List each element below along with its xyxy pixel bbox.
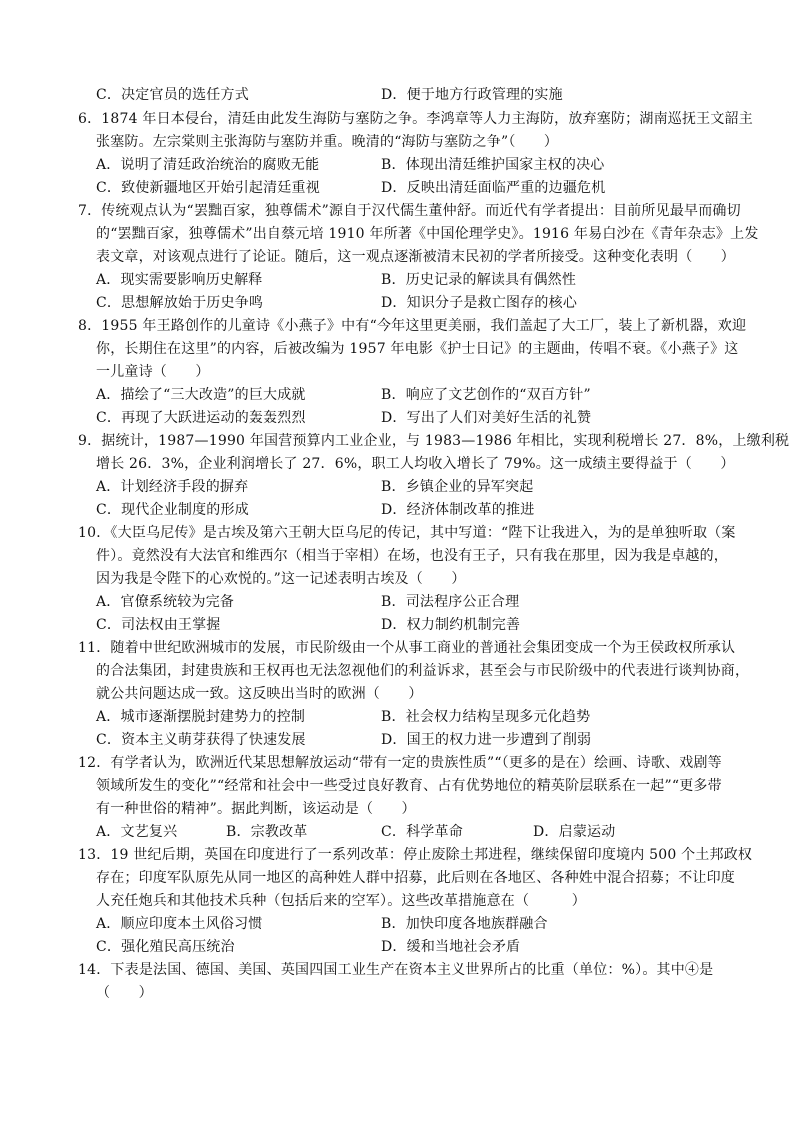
- text-line: B．体现出清廷维护国家主权的决心: [381, 157, 605, 173]
- text-line: A．计划经济手段的摒弃: [96, 479, 249, 495]
- text-line: 13．19 世纪后期，英国在印度进行了一系列改革：停止废除土邦进程，继续保留印度境内 500 个土邦政权: [78, 847, 753, 863]
- text-line: C．思想解放始于历史争鸣: [96, 295, 264, 311]
- text-line: C．致使新疆地区开始引起清廷重视: [96, 180, 320, 196]
- text-line: 你，长期住在这里”的内容，后被改编为 1957 年电影《护士日记》的主题曲，传唱不衰。《小燕子》这: [96, 341, 739, 357]
- text-line: 7．传统观点认为“罢黜百家，独尊儒术”源自于汉代儒生董仲舒。而近代有学者提出：目前所见最早而确切: [78, 203, 741, 219]
- text-line: 6．1874 年日本侵台，清廷由此发生海防与塞防之争。李鸿章等人力主海防，放弃塞防；湖南巡抚王文韶主: [78, 111, 753, 127]
- text-line: 存在；印度军队原先从同一地区的高种姓人群中招募，此后则在各地区、各种姓中混合招募；不让印度: [96, 870, 735, 886]
- text-line: 有一种世俗的精神”。据此判断，该运动是（ ）: [96, 801, 416, 817]
- text-line: 12．有学者认为，欧洲近代某思想解放运动“带有一定的贵族性质”“（更多的是在）绘画、诗歌、戏剧等: [78, 755, 722, 771]
- text-line: 9．据统计，1987—1990 年国营预算内工业企业，与 1983—1986 年相比，实现利税增长 27．8%，上缴利税: [78, 433, 790, 449]
- text-line: C．资本主义萌芽获得了快速发展: [96, 732, 306, 748]
- text-line: D．反映出清廷面临严重的边疆危机: [381, 180, 606, 196]
- text-line: A．顺应印度本土风俗习惯: [96, 916, 263, 932]
- text-line: D．写出了人们对美好生活的礼赞: [381, 410, 592, 426]
- text-line: C．再现了大跃进运动的轰轰烈烈: [96, 410, 306, 426]
- text-line: C．科学革命: [381, 824, 463, 840]
- text-line: B．响应了文艺创作的“双百方针”: [381, 387, 591, 403]
- text-line: C．司法权由王掌握: [96, 617, 221, 633]
- text-line: 8．1955 年王路创作的儿童诗《小燕子》中有“今年这里更美丽，我们盖起了大工厂，装上了新机器，欢迎: [78, 318, 747, 334]
- text-line: 表文章，对该观点进行了论证。随后，这一观点逐渐被清末民初的学者所接受。这种变化表明（ ）: [96, 249, 735, 265]
- text-line: 14．下表是法国、德国、美国、英国四国工业生产在资本主义世界所占的比重（单位：%）。其中④是: [78, 962, 714, 978]
- text-line: 10．《大臣乌尼传》是古埃及第六王朝大臣乌尼的传记，其中写道：“陛下让我进入，为的是单独听取（案: [78, 525, 736, 541]
- text-line: D．缓和当地社会矛盾: [381, 939, 521, 955]
- text-line: A．说明了清廷政治统治的腐败无能: [96, 157, 320, 173]
- text-line: D．权力制约机制完善: [381, 617, 521, 633]
- text-line: 增长 26．3%，企业利润增长了 27．6%，职工人均收入增长了 79%。这一成绩主要得益于（ ）: [96, 456, 735, 472]
- text-line: 的“罢黜百家，独尊儒术”出自蔡元培 1910 年所著《中国伦理学史》。1916 年易白沙在《青年杂志》上发: [96, 226, 759, 242]
- text-line: A．官僚系统较为完备: [96, 594, 235, 610]
- text-line: 的合法集团，封建贵族和王权再也无法忽视他们的利益诉求，甚至会与市民阶级中的代表进行谈判协商，: [96, 663, 750, 679]
- text-line: B．乡镇企业的异军突起: [381, 479, 534, 495]
- text-line: D．便于地方行政管理的实施: [381, 87, 563, 103]
- text-line: A．现实需要影响历史解释: [96, 272, 263, 288]
- text-line: D．知识分子是救亡图存的核心: [381, 295, 578, 311]
- text-line: B．司法程序公正合理: [381, 594, 520, 610]
- text-line: C．现代企业制度的形成: [96, 502, 249, 518]
- text-line: B．加快印度各地族群融合: [381, 916, 548, 932]
- text-line: 件）。竟然没有大法官和维西尔（相当于宰相）在场，也没有王子，只有我在那里，因为我是卓越的，: [96, 548, 728, 564]
- text-line: 就公共问题达成一致。这反映出当时的欧洲（ ）: [96, 686, 423, 702]
- text-line: 因为我是令陛下的心欢悦的。”这一记述表明古埃及（ ）: [96, 571, 466, 587]
- text-line: C．强化殖民高压统治: [96, 939, 235, 955]
- text-line: 人充任炮兵和其他技术兵种（包括后来的空军）。这些改革措施意在（ ）: [96, 893, 586, 909]
- text-line: B．历史记录的解读具有偶然性: [381, 272, 577, 288]
- text-line: B．宗教改革: [226, 824, 308, 840]
- text-line: D．启蒙运动: [533, 824, 616, 840]
- text-line: 领域所发生的变化”“经常和社会中一些受过良好教育、占有优势地位的精英阶层联系在一起”“更多带: [96, 778, 722, 794]
- text-line: A．描绘了“三大改造”的巨大成就: [96, 387, 306, 403]
- text-line: （ ）: [96, 985, 153, 1001]
- text-line: A．文艺复兴: [96, 824, 178, 840]
- text-line: 11．随着中世纪欧洲城市的发展，市民阶级由一个从事工商业的普通社会集团变成一个为王侯政权所承认: [78, 640, 736, 656]
- text-line: B．社会权力结构呈现多元化趋势: [381, 709, 591, 725]
- text-line: 一儿童诗（ ）: [96, 364, 210, 380]
- text-line: C．决定官员的选任方式: [96, 87, 249, 103]
- text-line: D．经济体制改革的推进: [381, 502, 535, 518]
- text-line: D．国王的权力进一步遭到了削弱: [381, 732, 592, 748]
- text-line: 张塞防。左宗棠则主张海防与塞防并重。晚清的“海防与塞防之争”（ ）: [96, 134, 559, 150]
- text-line: A．城市逐渐摆脱封建势力的控制: [96, 709, 306, 725]
